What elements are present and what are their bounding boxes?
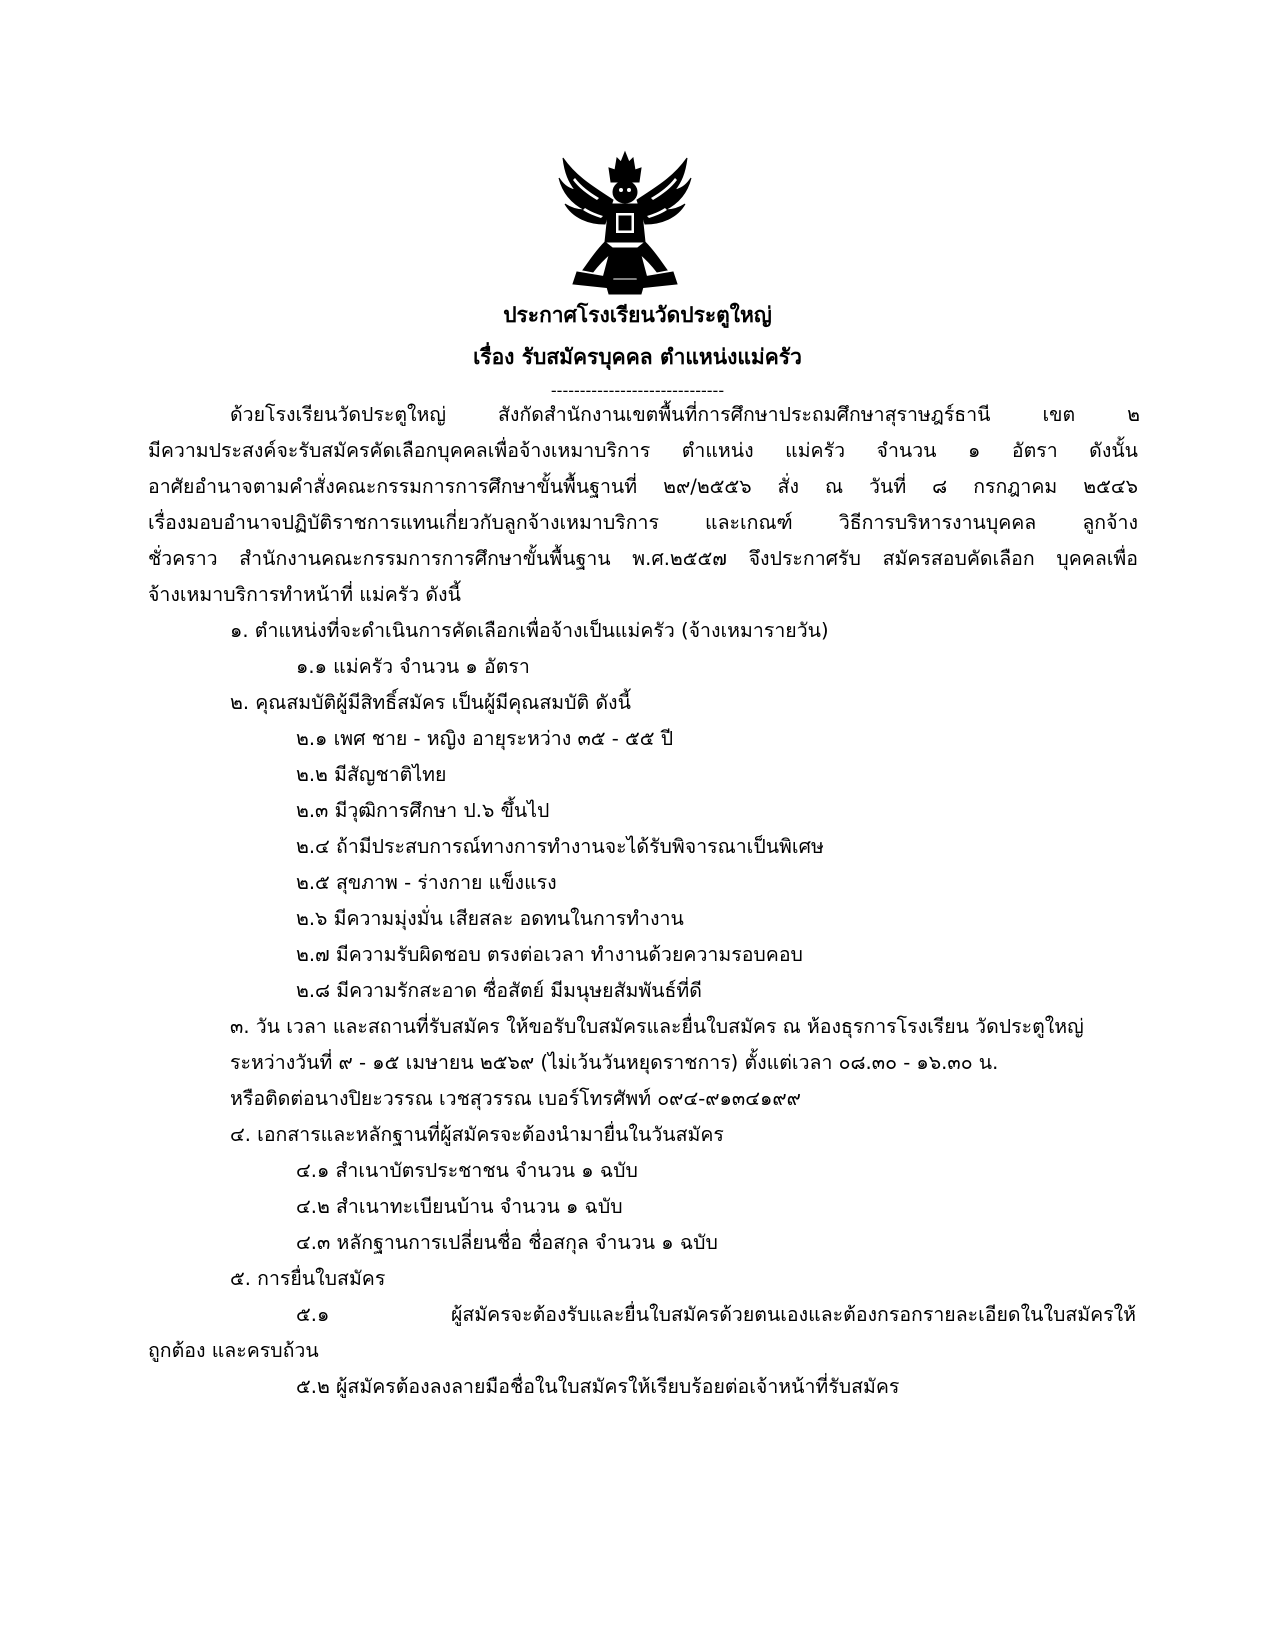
list-item: ๔.๓ หลักฐานการเปลี่ยนชื่อ ชื่อสกุล จำนวน ๑ ฉบับ bbox=[296, 1231, 718, 1254]
body-line: จ้างเหมาบริการทำหน้าที่ แม่ครัว ดังนี้ bbox=[148, 583, 461, 606]
list-item: ๒.๔ ถ้ามีประสบการณ์ทางการทำงานจะได้รับพิจารณาเป็นพิเศษ bbox=[296, 835, 824, 858]
list-item: ๑.๑ แม่ครัว จำนวน ๑ อัตรา bbox=[296, 655, 530, 678]
list-item: ๔.๑ สำเนาบัตรประชาชน จำนวน ๑ ฉบับ bbox=[296, 1159, 638, 1182]
list-item: ๒.๓ มีวุฒิการศึกษา ป.๖ ขึ้นไป bbox=[296, 799, 550, 822]
list-item: ๒.๖ มีความมุ่งมั่น เสียสละ อดทนในการทำงาน bbox=[296, 907, 684, 930]
list-item: ๒.๕ สุขภาพ - ร่างกาย แข็งแรง bbox=[296, 871, 557, 894]
section-heading: ๒. คุณสมบัติผู้มีสิทธิ์สมัคร เป็นผู้มีคุณสมบัติ ดังนี้ bbox=[230, 691, 631, 714]
list-item: ๒.๗ มีความรับผิดชอบ ตรงต่อเวลา ทำงานด้วยความรอบคอบ bbox=[296, 943, 803, 966]
body-line: อาศัยอำนาจตามคำสั่งคณะกรรมการการศึกษาขั้นพื้นฐานที่ ๒๙/๒๕๕๖ สั่ง ณ วันที่ ๘ กรกฎาคม ๒๕๔๖ bbox=[148, 475, 1138, 498]
title-separator: ------------------------------ bbox=[550, 381, 725, 400]
list-item: ๒.๑ เพศ ชาย - หญิง อายุระหว่าง ๓๕ - ๕๕ ปี bbox=[296, 727, 674, 750]
announcement-title: ประกาศโรงเรียนวัดประตูใหญ่ bbox=[503, 303, 772, 327]
list-item: ๔.๒ สำเนาทะเบียนบ้าน จำนวน ๑ ฉบับ bbox=[296, 1195, 623, 1218]
section-heading: ๔. เอกสารและหลักฐานที่ผู้สมัครจะต้องนำมายื่นในวันสมัคร bbox=[230, 1123, 724, 1146]
body-line: ชั่วคราว สำนักงานคณะกรรมการการศึกษาขั้นพื้นฐาน พ.ศ.๒๕๕๗ จึงประกาศรับ สมัครสอบคัดเลือก บุคคลเพื่อ bbox=[148, 547, 1138, 570]
body-line: มีความประสงค์จะรับสมัครคัดเลือกบุคคลเพื่อจ้างเหมาบริการ ตำแหน่ง แม่ครัว จำนวน ๑ อัตรา ดังนั้น bbox=[148, 439, 1138, 462]
section-heading: ๑. ตำแหน่งที่จะดำเนินการคัดเลือกเพื่อจ้างเป็นแม่ครัว (จ้างเหมารายวัน) bbox=[230, 619, 829, 642]
body-line: เรื่องมอบอำนาจปฏิบัติราชการแทนเกี่ยวกับลูกจ้างเหมาบริการ และเกณฑ์ วิธีการบริหารงานบุคคล ลูกจ้าง bbox=[148, 511, 1138, 534]
body-line: ระหว่างวันที่ ๙ - ๑๕ เมษายน ๒๕๖๙ (ไม่เว้นวันหยุดราชการ) ตั้งแต่เวลา ๐๘.๓๐ - ๑๖.๓๐ น. bbox=[230, 1051, 999, 1074]
contact-line: หรือติดต่อนางปิยะวรรณ เวชสุวรรณ เบอร์โทรศัพท์ ๐๙๔-๙๑๓๔๑๙๙ bbox=[230, 1087, 801, 1110]
body-line: ถูกต้อง และครบถ้วน bbox=[148, 1339, 319, 1362]
garuda-emblem-icon bbox=[555, 148, 695, 296]
list-item: ๒.๘ มีความรักสะอาด ซื่อสัตย์ มีมนุษยสัมพันธ์ที่ดี bbox=[296, 979, 702, 1002]
list-item: ๕.๒ ผู้สมัครต้องลงลายมือชื่อในใบสมัครให้เรียบร้อยต่อเจ้าหน้าที่รับสมัคร bbox=[296, 1375, 900, 1398]
section-heading: ๕. การยื่นใบสมัคร bbox=[230, 1267, 386, 1290]
body-line: ด้วยโรงเรียนวัดประตูใหญ่ สังกัดสำนักงานเขตพื้นที่การศึกษาประถมศึกษาสุราษฎร์ธานี เขต ๒ bbox=[230, 403, 1140, 426]
list-item: ๕.๑ ผู้สมัครจะต้องรับและยื่นใบสมัครด้วยตนเองและต้องกรอกรายละเอียดในใบสมัครให้ bbox=[296, 1303, 1136, 1326]
announcement-subject: เรื่อง รับสมัครบุคคล ตำแหน่งแม่ครัว bbox=[473, 345, 802, 369]
list-item: ๒.๒ มีสัญชาติไทย bbox=[296, 763, 447, 786]
section-heading: ๓. วัน เวลา และสถานที่รับสมัคร ให้ขอรับใบสมัครและยื่นใบสมัคร ณ ห้องธุรการโรงเรียน วัดประตูใหญ่ bbox=[230, 1015, 1084, 1038]
